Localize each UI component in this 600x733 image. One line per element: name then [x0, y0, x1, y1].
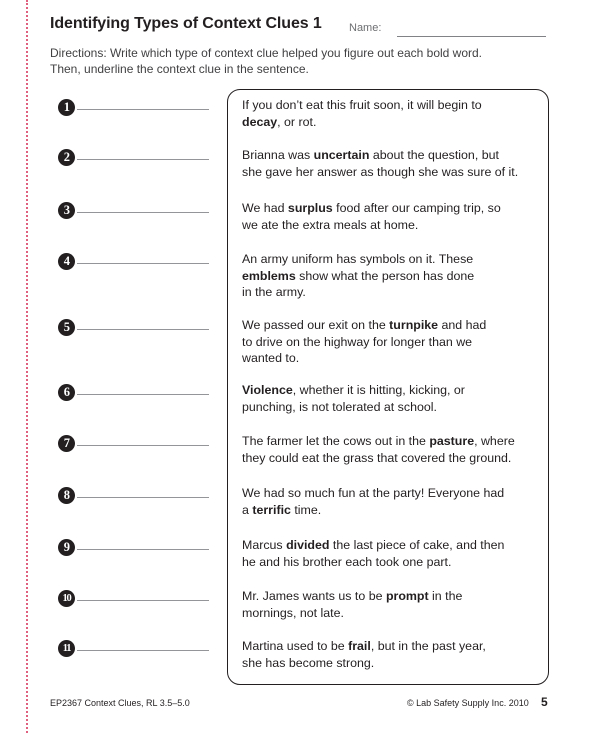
- sentence-text: food after our camping trip, so: [332, 201, 501, 215]
- footer-product-code: EP2367 Context Clues, RL 3.5–5.0: [50, 698, 190, 708]
- item-number-badge: 3: [58, 202, 75, 219]
- sentence-4: [242, 251, 542, 301]
- vocab-word: surplus: [287, 201, 333, 215]
- item-number-badge: 5: [58, 319, 75, 336]
- sentence-text: mornings, not late.: [242, 605, 344, 620]
- sentence-line: [242, 554, 542, 571]
- sentence-text: We passed our exit on the: [242, 318, 390, 332]
- answer-write-line[interactable]: [77, 263, 209, 264]
- item-number-badge: 11: [58, 640, 75, 657]
- sentence-line: [242, 147, 542, 164]
- sentence-line: [242, 502, 542, 519]
- sentence-text: the last piece of cake, and then: [329, 538, 505, 552]
- sentence-line: [242, 450, 542, 467]
- sentence-line: [242, 638, 542, 655]
- item-number-badge: 1: [58, 99, 75, 116]
- sentence-text: , where: [474, 434, 515, 448]
- sentence-text: An army uniform has symbols on it. These: [242, 252, 474, 266]
- sentence-3: [242, 200, 542, 233]
- vocab-word: emblems: [242, 268, 296, 283]
- sentence-text: Marcus: [242, 538, 287, 552]
- vocab-word: frail: [348, 639, 371, 653]
- item-number-badge: 8: [58, 487, 75, 504]
- sentence-text: Brianna was: [242, 148, 314, 162]
- vocab-word: prompt: [385, 589, 429, 603]
- answer-write-line[interactable]: [77, 212, 209, 213]
- sentence-line: [242, 200, 542, 217]
- sentence-line: [242, 655, 542, 672]
- item-number-badge: 7: [58, 435, 75, 452]
- sentence-9: [242, 537, 542, 570]
- sentence-line: [242, 588, 542, 605]
- answer-write-line[interactable]: [77, 159, 209, 160]
- sentence-line: [242, 217, 542, 234]
- sentence-text: she has become strong.: [242, 655, 375, 670]
- sentence-line: [242, 114, 542, 131]
- sentence-text: We had so much fun at the party! Everyone had: [242, 486, 505, 500]
- sentence-text: show what the person has done: [295, 268, 475, 283]
- sentence-text: we ate the extra meals at home.: [242, 217, 419, 232]
- sentence-line: [242, 605, 542, 622]
- sentence-2: [242, 147, 542, 180]
- vocab-word: divided: [286, 538, 330, 552]
- sentence-8: [242, 485, 542, 518]
- sentence-text: and had: [438, 318, 487, 332]
- sentence-line: [242, 251, 542, 268]
- sentence-6: [242, 382, 542, 415]
- sentence-text: about the question, but: [369, 148, 499, 162]
- answer-write-line[interactable]: [77, 445, 209, 446]
- answer-write-line[interactable]: [77, 600, 209, 601]
- answer-write-line[interactable]: [77, 549, 209, 550]
- sentence-line: [242, 485, 542, 502]
- item-number-badge: 2: [58, 149, 75, 166]
- footer-copyright: © Lab Safety Supply Inc. 2010: [407, 698, 529, 708]
- page-number: 5: [541, 695, 548, 709]
- worksheet-title: Identifying Types of Context Clues 1: [50, 15, 322, 32]
- sentence-text: he and his brother each took one part.: [242, 554, 452, 569]
- directions-line-1: Directions: Write which type of context clue helped you figure out each bold word.: [50, 46, 483, 60]
- sentence-text: Mr. James wants us to be: [242, 589, 386, 603]
- sentence-text: , but in the past year,: [370, 639, 486, 653]
- sentence-10: [242, 588, 542, 621]
- sentence-text: they could eat the grass that covered the ground.: [242, 450, 512, 465]
- sentence-text: time.: [290, 502, 322, 517]
- sentence-text: punching, is not tolerated at school.: [242, 399, 437, 414]
- sentence-5: [242, 317, 542, 367]
- item-number-badge: 6: [58, 384, 75, 401]
- sentence-text: We had: [242, 201, 288, 215]
- sentence-line: [242, 382, 542, 399]
- item-number-badge: 9: [58, 539, 75, 556]
- sentence-line: [242, 399, 542, 416]
- sentence-text: she gave her answer as though she was sure of it.: [242, 164, 519, 179]
- sentence-text: , or rot.: [277, 114, 317, 129]
- vocab-word: terrific: [252, 502, 291, 517]
- sentence-line: [242, 537, 542, 554]
- sentence-line: [242, 350, 542, 367]
- vocab-word: turnpike: [389, 318, 439, 332]
- answer-write-line[interactable]: [77, 109, 209, 110]
- sentence-text: in the army.: [242, 285, 306, 300]
- name-label: Name:: [349, 22, 382, 34]
- name-write-line[interactable]: [397, 36, 546, 37]
- vocab-word: pasture: [429, 434, 475, 448]
- sentence-text: If you don’t eat this fruit soon, it will begin to: [242, 98, 482, 112]
- sentence-line: [242, 334, 542, 351]
- sentence-text: , whether it is hitting, kicking, or: [292, 383, 465, 397]
- vocab-word: uncertain: [313, 148, 370, 162]
- sentence-1: [242, 97, 542, 130]
- item-number-badge: 4: [58, 253, 75, 270]
- sentence-line: [242, 284, 542, 301]
- sentence-text: wanted to.: [242, 351, 300, 366]
- directions-line-2: Then, underline the context clue in the sentence.: [50, 61, 309, 76]
- sentence-7: [242, 433, 542, 466]
- item-number-badge: 10: [58, 590, 75, 607]
- sentence-line: [242, 317, 542, 334]
- sentence-text: to drive on the highway for longer than we: [242, 334, 473, 349]
- sentence-line: [242, 164, 542, 181]
- dotted-margin-line: [26, 0, 28, 733]
- sentence-line: [242, 97, 542, 114]
- sentence-line: [242, 433, 542, 450]
- sentence-text: Martina used to be: [242, 639, 349, 653]
- answer-write-line[interactable]: [77, 650, 209, 651]
- answer-write-line[interactable]: [77, 497, 209, 498]
- vocab-word: decay: [242, 114, 278, 129]
- vocab-word: Violence: [242, 383, 293, 397]
- sentence-text: in the: [428, 589, 463, 603]
- directions: [50, 46, 520, 77]
- answer-write-line[interactable]: [77, 329, 209, 330]
- answer-write-line[interactable]: [77, 394, 209, 395]
- sentence-text: The farmer let the cows out in the: [242, 434, 430, 448]
- sentence-text: a: [242, 502, 253, 517]
- sentence-line: [242, 268, 542, 285]
- sentence-11: [242, 638, 542, 671]
